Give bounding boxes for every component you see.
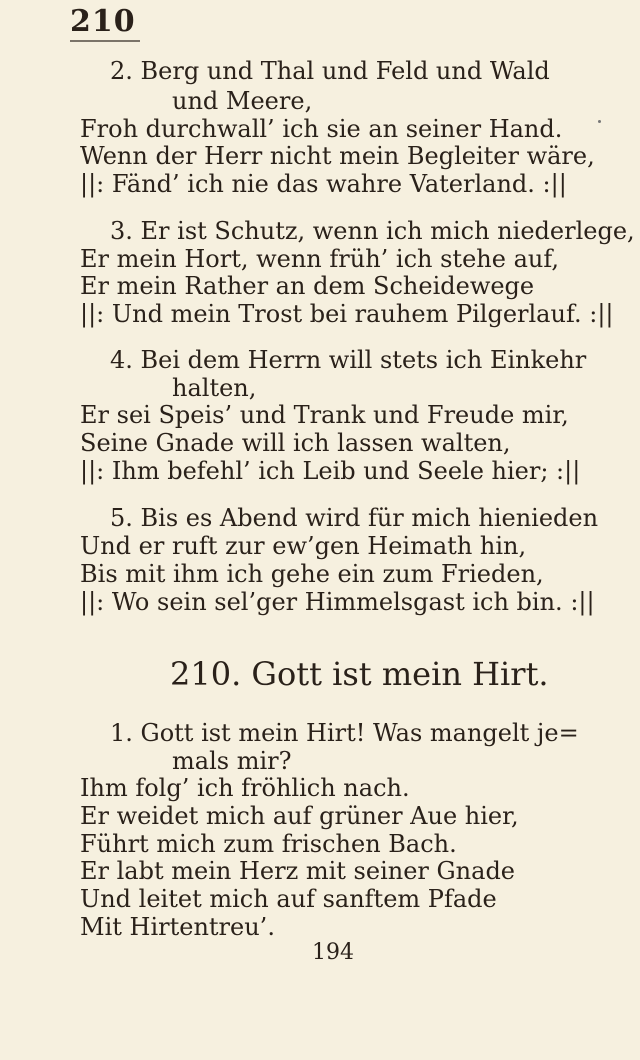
verse-line: Wenn der Herr nicht mein Begleiter wäre, [80,142,595,170]
print-speck [598,120,601,123]
verse-line: Er sei Speis’ und Trank und Freude mir, [80,401,569,429]
verse-line: 3. Er ist Schutz, wenn ich mich niederlege, [110,217,635,245]
verse-line: ||: Und mein Trost bei rauhem Pilgerlauf. :|| [80,300,614,328]
verse-line: Ihm folg’ ich fröhlich nach. [80,774,410,802]
verse-line: Er weidet mich auf grüner Aue hier, [80,802,519,830]
verse-line: Und leitet mich auf sanftem Pfade [80,885,497,913]
verse-line: Und er ruft zur ew’gen Heimath hin, [80,532,527,560]
verse-line: 2. Berg und Thal und Feld und Wald [110,57,550,85]
verse-line: ||: Wo sein sel’ger Himmelsgast ich bin. :|| [80,588,595,616]
page-number: 194 [312,940,354,965]
verse-line: Er mein Rather an dem Scheidewege [80,272,535,300]
verse-line: 5. Bis es Abend wird für mich hienieden [110,504,599,532]
hymn-title: 210. Gott ist mein Hirt. [170,655,549,693]
verse-line: ||: Fänd’ ich nie das wahre Vaterland. :|| [80,170,567,198]
verse-line: 4. Bei dem Herrn will stets ich Einkehr [110,346,587,374]
verse-line: Führt mich zum frischen Bach. [80,830,457,858]
verse-line: Mit Hirtentreu’. [80,913,275,941]
verse-line: 1. Gott ist mein Hirt! Was mangelt je= [110,719,579,747]
running-head: 210 [70,4,136,39]
verse-line: Bis mit ihm ich gehe ein zum Frieden, [80,560,544,588]
verse-line: ||: Ihm befehl’ ich Leib und Seele hier; :|| [80,457,581,485]
verse-line: Froh durchwall’ ich sie an seiner Hand. [80,115,563,143]
verse-line: Er mein Hort, wenn früh’ ich stehe auf, [80,245,559,273]
verse-line: halten, [172,374,257,402]
verse-line: und Meere, [172,87,313,115]
verse-line: Er labt mein Herz mit seiner Gnade [80,857,516,885]
verse-line: Seine Gnade will ich lassen walten, [80,429,511,457]
verse-line: mals mir? [172,747,292,775]
header-rule [70,40,140,42]
